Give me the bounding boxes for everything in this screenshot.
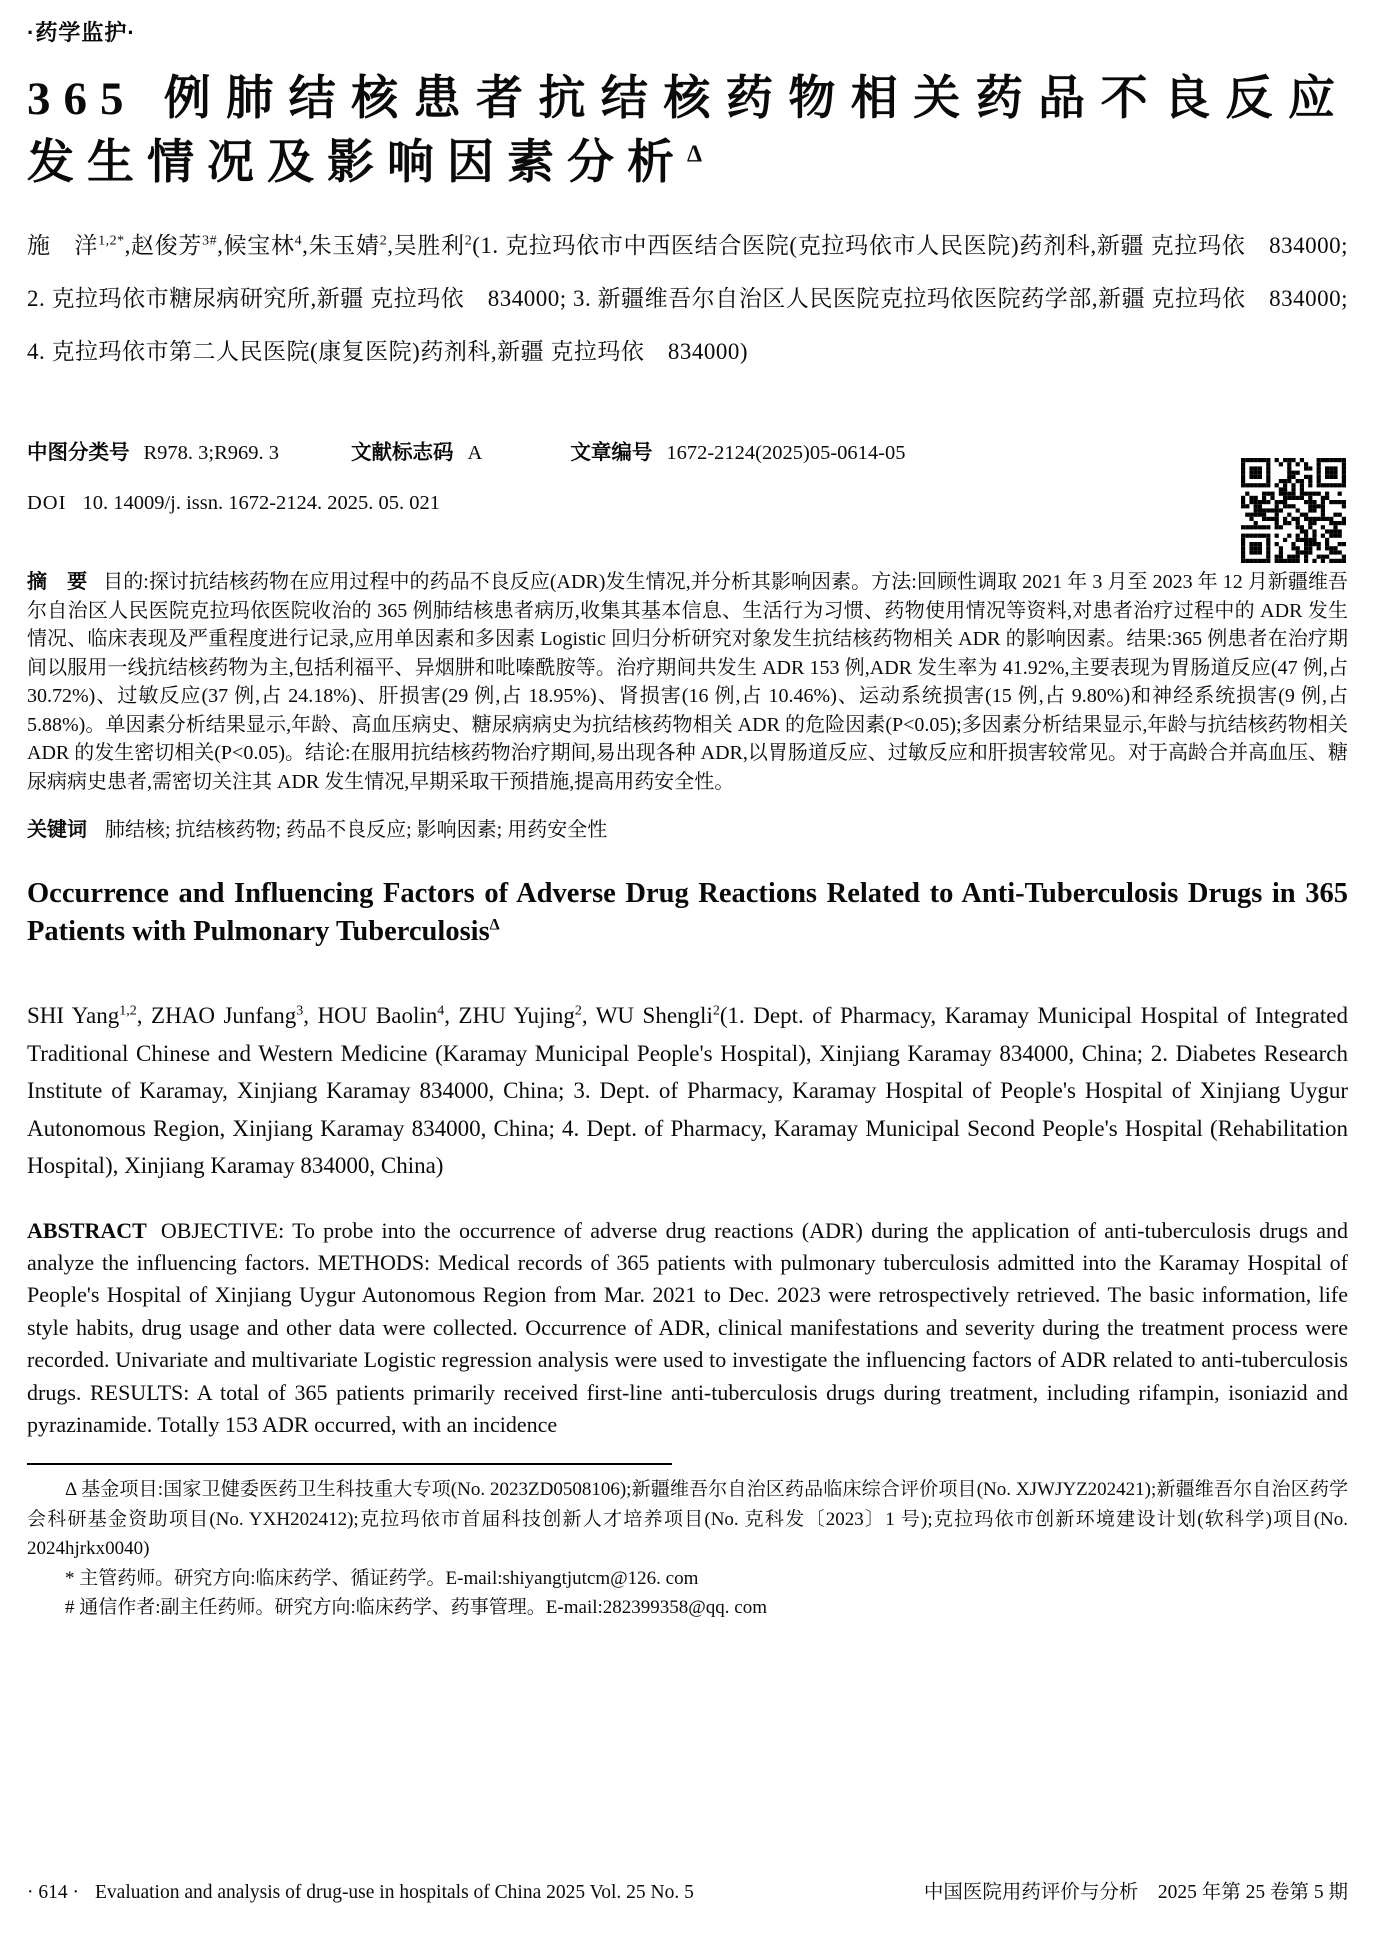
meta-clc-label: 中图分类号 xyxy=(27,441,130,464)
footnote-first-author: * 主管药师。研究方向:临床药学、循证药学。E-mail:shiyangtjutcm@126. com xyxy=(65,1567,699,1589)
footer-left xyxy=(27,1882,694,1904)
doi-row xyxy=(27,488,1348,518)
article-title-en-text: Occurrence and Influencing Factors of Adverse Drug Reactions Related to Anti-Tuberculosis Drugs in 365 Patients with Pulmonary Tuberculosis xyxy=(27,878,1348,947)
article-title-zh xyxy=(27,67,1348,195)
article-title-zh-text: 365 例肺结核患者抗结核药物相关药品不良反应发生情况及影响因素分析 xyxy=(27,73,1348,189)
authors-affiliations-en: SHI Yang$^{1,2}$, ZHAO Junfang$^3$, HOU Baolin$^4$, ZHU Yujing$^2$, WU Shengli$^2$(1. Dept. of Pharmacy, Karamay Municipal Hospital of Integrated Traditional Chinese and Western Medicine (Karamay Municipal People's Hospital), Xinjiang Karamay 834000, China; 2. Diabetes Research Institute of Karamay, Xinjiang Karamay 834000, China; 3. Dept. of Pharmacy, Karamay Hospital of People's Hospital of Xinjiang Uygur Autonomous Region, Xinjiang Karamay 834000, China; 4. Dept. of Pharmacy, Karamay Municipal Second People's Hospital (Rehabilitation Hospital), Xinjiang Karamay 834000, China) xyxy=(27,1003,1348,1178)
footnote-corresponding-author: # 通信作者:副主任药师。研究方向:临床药学、药事管理。E-mail:282399358@qq. com xyxy=(65,1597,767,1619)
footer-journal-zh: 中国医院用药评价与分析 2025 年第 25 卷第 5 期 xyxy=(923,1882,1348,1903)
abstract-en-body: OBJECTIVE: To probe into the occurrence of adverse drug reactions (ADR) during the application of anti-tuberculosis drugs and analyze the influencing factors. METHODS: Medical records of 365 patients with pulmonary tuberculosis admitted into the Karamay Hospital of People's Hospital of Xinjiang Uygur Autonomous Region from Mar. 2021 to Dec. 2023 were retrospectively retrieved. The basic information, life style habits, drug usage and other data were collected. Occurrence of ADR, clinical manifestations and severity during the treatment process were recorded. Univariate and multivariate Logistic regression analysis were used to investigate the influencing factors of ADR related to anti-tuberculosis drugs. RESULTS: A total of 365 patients primarily received first-line anti-tuberculosis drugs during treatment, including rifampin, isoniazid and pyrazinamide. Totally 153 ADR occurred, with an incidence xyxy=(27,1217,1348,1437)
abstract-zh-label: 摘 要 xyxy=(27,571,88,593)
meta-article-no-label: 文章编号 xyxy=(570,441,653,464)
footer-page-number: · 614 · xyxy=(27,1882,79,1903)
abstract-zh xyxy=(27,568,1348,796)
page-footer xyxy=(27,1876,1348,1904)
abstract-en xyxy=(27,1215,1348,1442)
meta-article-no-value: 1672-2124(2025)05-0614-05 xyxy=(666,442,906,464)
footer-journal-en: Evaluation and analysis of drug-use in hospitals of China 2025 Vol. 25 No. 5 xyxy=(95,1882,694,1903)
keywords-zh-value: 肺结核; 抗结核药物; 药品不良反应; 影响因素; 用药安全性 xyxy=(105,819,608,841)
footnote-fund: Δ 基金项目:国家卫健委医药卫生科技重大专项(No. 2023ZD0508106);新疆维吾尔自治区药品临床综合评价项目(No. XJWJYZ202421);新疆维吾尔自治区药学会科研基金资助项目(No. YXH202412);克拉玛依市首届科技创新人才培养项目(No. 克科发〔2023〕1 号);克拉玛依市创新环境建设计划(软科学)项目(No. 2024hjrkx0040) xyxy=(27,1479,1348,1560)
title-footnote-mark: Δ xyxy=(687,141,703,168)
abstract-en-label: ABSTRACT xyxy=(27,1217,147,1243)
qr-code xyxy=(1241,458,1346,563)
title-en-footnote-mark: Δ xyxy=(489,916,500,934)
doi-label: DOI xyxy=(27,492,67,514)
meta-doc-code-value: A xyxy=(467,442,483,464)
meta-row xyxy=(27,438,1348,468)
section-label: ·药学监护· xyxy=(27,20,136,45)
keywords-zh xyxy=(27,816,1348,845)
authors-affiliations-zh: 施 洋$^{1,2*}$,赵俊芳$^{3\#}$,候宝林$^4$,朱玉婧$^2$,吴胜利$^2$(1. 克拉玛依市中西医结合医院(克拉玛依市人民医院)药剂科,新疆 克拉玛依 834000; 2. 克拉玛依市糖尿病研究所,新疆 克拉玛依 834000; 3. 新疆维吾尔自治区人民医院克拉玛依医院药学部,新疆 克拉玛依 834000; 4. 克拉玛依市第二人民医院(康复医院)药剂科,新疆 克拉玛依 834000) xyxy=(27,233,1349,364)
abstract-zh-body: 目的:探讨抗结核药物在应用过程中的药品不良反应(ADR)发生情况,并分析其影响因素。方法:回顾性调取 2021 年 3 月至 2023 年 12 月新疆维吾尔自治区人民医院克拉玛依医院收治的 365 例肺结核患者病历,收集其基本信息、生活行为习惯、药物使用情况等资料,对患者治疗过程中的 ADR 发生情况、临床表现及严重程度进行记录,应用单因素和多因素 Logistic 回归分析研究对象发生抗结核药物相关 ADR 的影响因素。结果:365 例患者在治疗期间以服用一线抗结核药物为主,包括利福平、异烟肼和吡嗪酰胺等。治疗期间共发生 ADR 153 例,ADR 发生率为 41.92%,主要表现为胃肠道反应(47 例,占 30.72%)、过敏反应(37 例,占 24.18%)、肝损害(29 例,占 18.95%)、肾损害(16 例,占 10.46%)、运动系统损害(15 例,占 9.80%)和神经系统损害(9 例,占 5.88%)。单因素分析结果显示,年龄、高血压病史、糖尿病病史为抗结核药物相关 ADR 的危险因素(P<0.05);多因素分析结果显示,年龄与抗结核药物相关 ADR 的发生密切相关(P<0.05)。结论:在服用抗结核药物治疗期间,易出现各种 ADR,以胃肠道反应、过敏反应和肝损害较常见。对于高龄合并高血压、糖尿病病史患者,需密切关注其 ADR 发生情况,早期采取干预措施,提高用药安全性。 xyxy=(27,571,1348,793)
footnote-separator xyxy=(27,1463,672,1465)
article-title-en xyxy=(27,875,1348,951)
meta-doc-code-label: 文献标志码 xyxy=(351,441,454,464)
doi-value: 10. 14009/j. issn. 1672-2124. 2025. 05. 021 xyxy=(82,492,441,514)
keywords-zh-label: 关键词 xyxy=(27,819,87,841)
meta-clc-value: R978. 3;R969. 3 xyxy=(143,442,280,464)
